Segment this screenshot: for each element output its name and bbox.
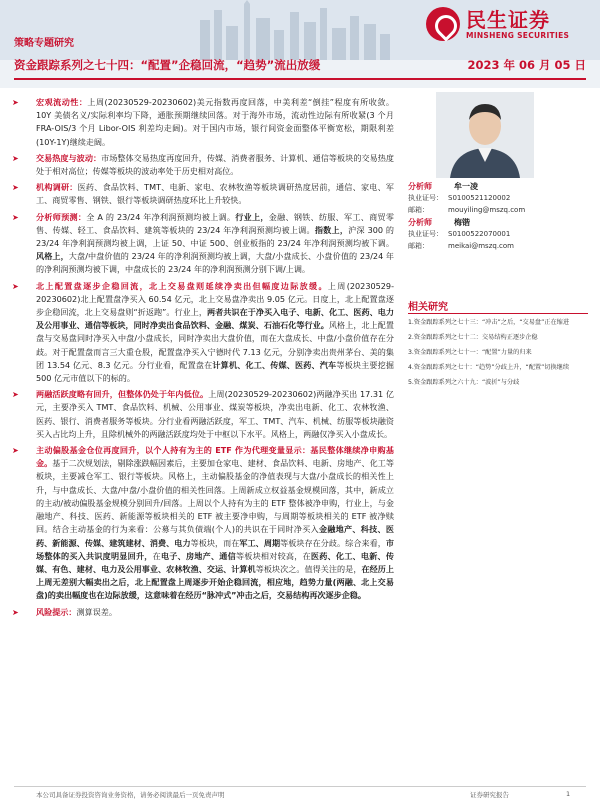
paragraph-text: 金融地产、科技、医药、新能源、传媒、建筑建材、消费、电力 <box>36 524 394 548</box>
related-research-item[interactable]: 5.资金跟踪系列之六十九：“波折”与分歧 <box>408 379 520 386</box>
report-title: 资金跟踪系列之七十四：“配置”企稳回流，“趋势”流出放缓 <box>14 58 321 72</box>
footer-disclaimer: 本公司具备证券投资咨询业务资格，请务必阅读最后一页免责声明 <box>36 791 225 799</box>
footer-divider <box>14 786 586 787</box>
logo-name-en: MINSHENG SECURITIES <box>466 30 570 40</box>
paragraph-text: 医药、食品饮料、TMT、电新、家电、农林牧渔等板块调研热度居前，通信、家电、军工、商贸零售、钢铁、银行等板块调研热度环比上升较快。 <box>36 182 394 206</box>
paragraph-text: 等板块主要挖掘 500 亿元市值以下的标的。 <box>36 359 394 384</box>
related-research-item[interactable]: 3.资金跟踪系列之七十一：“配置”力量的归来 <box>408 349 532 356</box>
paragraph-text: 两者共识在于净买入电子、电新、化工、医药、电力及公用事业、通信等板块，同时净卖出食品饮料、金融、煤炭、石油石化等行业。 <box>36 307 394 331</box>
analyst-field-value: 牟一凌 <box>454 182 478 191</box>
related-research-title: 相关研究 <box>408 302 448 313</box>
analyst-field-value: S0100522070001 <box>448 230 511 238</box>
summary-paragraph <box>12 96 394 149</box>
paragraph-heading: 分析师预测： <box>36 211 87 222</box>
page-number: 1 <box>566 790 571 798</box>
paragraph-text: 市场整体的买入共识度明显回升， <box>36 537 394 561</box>
paragraph-text: 医药、化工、电新、传媒、有色、建材、电力及公用事业、农林牧渔、交运、计算机 <box>36 550 394 574</box>
paragraph-text: 电子、房地产、通信 <box>160 550 236 561</box>
bullet-arrow-icon: ➤ <box>12 281 19 291</box>
paragraph-text: 全 A 的 23/24 年净利润预测均被上调。 <box>86 211 236 222</box>
summary-paragraph <box>12 211 394 277</box>
summary-paragraph <box>12 606 394 619</box>
title-divider <box>14 78 586 80</box>
paragraph-text: 等板块相对较高，在 <box>235 550 311 561</box>
title-row <box>14 57 586 73</box>
paragraph-text: 等板块存在分歧。综合来看， <box>280 537 386 548</box>
analyst-email-row <box>408 205 588 217</box>
paragraph-text: 行业上， <box>235 211 269 222</box>
bullet-arrow-icon: ➤ <box>12 98 19 107</box>
bullet-arrow-icon: ➤ <box>12 390 19 400</box>
paragraph-text: 指数上， <box>314 224 349 235</box>
analyst-field-label: 执业证号： <box>408 194 443 202</box>
bullet-arrow-icon: ➤ <box>12 607 19 617</box>
related-research-item[interactable]: 2.资金跟踪系列之七十二：交易结构正逐步企稳 <box>408 334 538 341</box>
paragraph-text: 风格上，北上配置盘与交易盘同时净买入中盘/小盘成长，同时净卖出大盘价值，而在大盘成长、中盘/小盘价值存在分歧。对于配置盘而言三大重仓股，配置盘净买入宁德时代 7.13 亿元，分别净卖出贵州茅台、美的集团 13.54 亿元、8.3 亿元。分行业看，配置盘在 <box>36 320 394 370</box>
summary-column <box>12 96 394 622</box>
summary-paragraph <box>12 152 394 178</box>
paragraph-text: 风格上， <box>36 251 69 262</box>
analyst-cert-row <box>408 193 588 205</box>
paragraph-text: 等板块次之。值得关注的是， <box>255 563 362 574</box>
related-research-item[interactable]: 4.资金跟踪系列之七十：“趋势”分歧上升，“配置”切换继续 <box>408 364 570 371</box>
paragraph-text: 计算机、化工、传媒、医药、汽车 <box>212 359 337 370</box>
paragraph-text: 上周(20230529-20230602)北上配置盘净买入 60.54 亿元，北上交易盘净卖出 9.05 亿元。日度上，北上配置盘逐步企稳回流，北上交易盘则“折返跑”。行业上， <box>36 280 394 318</box>
paragraph-heading: 两融活跃度略有回升，但整体仍处于年内低位。 <box>36 389 209 400</box>
paragraph-text: 上周(20230529-20230602)美元指数再度回落，中美利差“倒挂”程度有所收敛。10Y 美债名义/实际利率均下降，通胀预期继续回落。对于海外市场，流动性边际有所收紧(3 个月 FRA-OIS/3 个月 Libor-OIS 利差均走阔)。对于国内市场，银行间资金面整体平衡宽松，期限利差(10Y-1Y)继续走阔。 <box>36 97 394 147</box>
analyst-field-value: S0100521120002 <box>448 194 511 202</box>
related-research-item[interactable]: 1.资金跟踪系列之七十三：“冲击”之后，“交易盘”正在缩进 <box>408 319 570 326</box>
bullet-arrow-icon: ➤ <box>12 153 19 163</box>
bullet-arrow-icon: ➤ <box>12 212 19 222</box>
paragraph-text: 沪深 300 的 23/24 年净利润预测均被上调，上证 50、中证 500、创业板指的 23/24 年净利润预测均被下调。 <box>36 224 394 249</box>
report-category: 策略专题研究 <box>14 38 74 49</box>
summary-paragraph <box>12 388 394 441</box>
related-research-divider <box>408 313 588 314</box>
analyst-photo <box>436 92 534 178</box>
paragraph-text: 等板块，而在 <box>190 537 240 548</box>
logo-name-cn: 民生证券 <box>466 7 550 32</box>
summary-paragraph <box>12 444 394 602</box>
paragraph-text: 在经历上上周无差别大幅卖出之后，北上配置盘上周逐步开始企稳回流，相应地，趋势力量(两融、北上交易盘)的卖出幅度也在边际放缓，这意味着在经历“脉冲式”冲击之后，交易结构再次逐步企稳。 <box>36 563 394 601</box>
footer-doc-type: 证券研究报告 <box>470 791 509 799</box>
paragraph-heading: 宏观流动性： <box>36 97 88 107</box>
bullet-arrow-icon: ➤ <box>12 446 19 456</box>
analyst-field-value: 梅锴 <box>454 218 470 227</box>
paragraph-heading: 北上配置盘逐步企稳回流，北上交易盘则延续净卖出但幅度边际放缓。 <box>36 280 328 291</box>
bullet-arrow-icon: ➤ <box>12 183 19 193</box>
summary-paragraph <box>12 181 394 207</box>
analyst-name-row <box>408 216 588 229</box>
summary-paragraph <box>12 280 394 386</box>
minsheng-logo <box>426 2 586 46</box>
paragraph-text: 市场整体交易热度再度回升，传媒、消费者服务、计算机、通信等板块的交易热度处于相对高位；传媒等板块的波动率处于历史相对高位。 <box>36 152 394 177</box>
paragraph-text: 测算误差。 <box>76 606 117 617</box>
analyst-field-label: 执业证号： <box>408 230 443 238</box>
paragraph-heading: 主动偏股基金仓位再度回升，以个人持有为主的 ETF 作为代理变量显示：基民整体继续净申购基金。 <box>36 445 394 469</box>
analyst-cert-row <box>408 229 588 241</box>
analyst-field-label: 邮箱： <box>408 241 429 250</box>
analyst-info <box>408 180 588 252</box>
analyst-field-label: 分析师 <box>408 182 432 191</box>
paragraph-text: 上周(20230529-20230602)两融净买出 17.31 亿元，主要净买入 TMT、食品饮料、机械、公用事业、煤炭等板块，净卖出电新、化工、农林牧渔、医药、银行、消费者服务等板块。分行业看两融活跃度，军工、TMT、汽车、机械、纺服等板块融资买入占比均上升，且除机械外的两融活跃度均处于中枢以下水平。风格上，两融仅净买入小盘成长。 <box>36 389 394 439</box>
report-date: 2023 年 06 月 05 日 <box>467 58 586 72</box>
paragraph-text: 大盘/中盘价值的 23/24 年的净利润预测均被上调，大盘/小盘成长、小盘价值的 23/24 年的净利润预测均被下调，中盘成长的 23/24 年的净利润预测分别下调/上调。 <box>36 251 394 275</box>
paragraph-text: 在 <box>152 550 161 561</box>
paragraph-text: 金融、钢铁、纺服、军工、商贸零售、传媒、轻工、食品饮料、建筑等板块的 23/24 年净利润预测均被上调。 <box>36 211 394 235</box>
paragraph-text: 军工、周期 <box>239 537 281 548</box>
analyst-field-label: 邮箱： <box>408 205 429 214</box>
paragraph-text: 基于二次规划法，剔除涨跌幅因素后，主要加仓家电、建材、食品饮料、电新、房地产、化工等板块，主要减仓军工、银行等板块。风格上，主动偏股基金的净值表现与大盘/小盘成长的相关性上升，与中盘成长、大盘/中盘/小盘价值的相关性回落。上周新成立权益基金规模回落，其中，新成立的主动/被动偏股基金规模分别回升/回落。上周以个人持有为主的 ETF 整体被净申购，行业上，与金融地产、科技、医药、新能源等板块相关的 ETF 被主要净申购，与周期等板块相关的 ETF 被净赎回。结合主动基金的行为来看：公募与其负债端(个人)的共识在于同时净买入 <box>36 458 394 535</box>
paragraph-heading: 机构调研： <box>36 182 78 193</box>
header-banner <box>0 0 600 88</box>
analyst-email-row <box>408 241 588 253</box>
analyst-field-value[interactable]: meikai@mszq.com <box>448 241 514 250</box>
analyst-field-label: 分析师 <box>408 218 432 227</box>
analyst-name-row <box>408 180 588 193</box>
paragraph-heading: 风险提示： <box>36 606 77 617</box>
minsheng-logo-icon <box>426 7 460 41</box>
paragraph-heading: 交易热度与波动： <box>36 152 102 163</box>
analyst-field-value[interactable]: mouyiling@mszq.com <box>448 205 526 214</box>
related-research-list <box>408 318 588 393</box>
